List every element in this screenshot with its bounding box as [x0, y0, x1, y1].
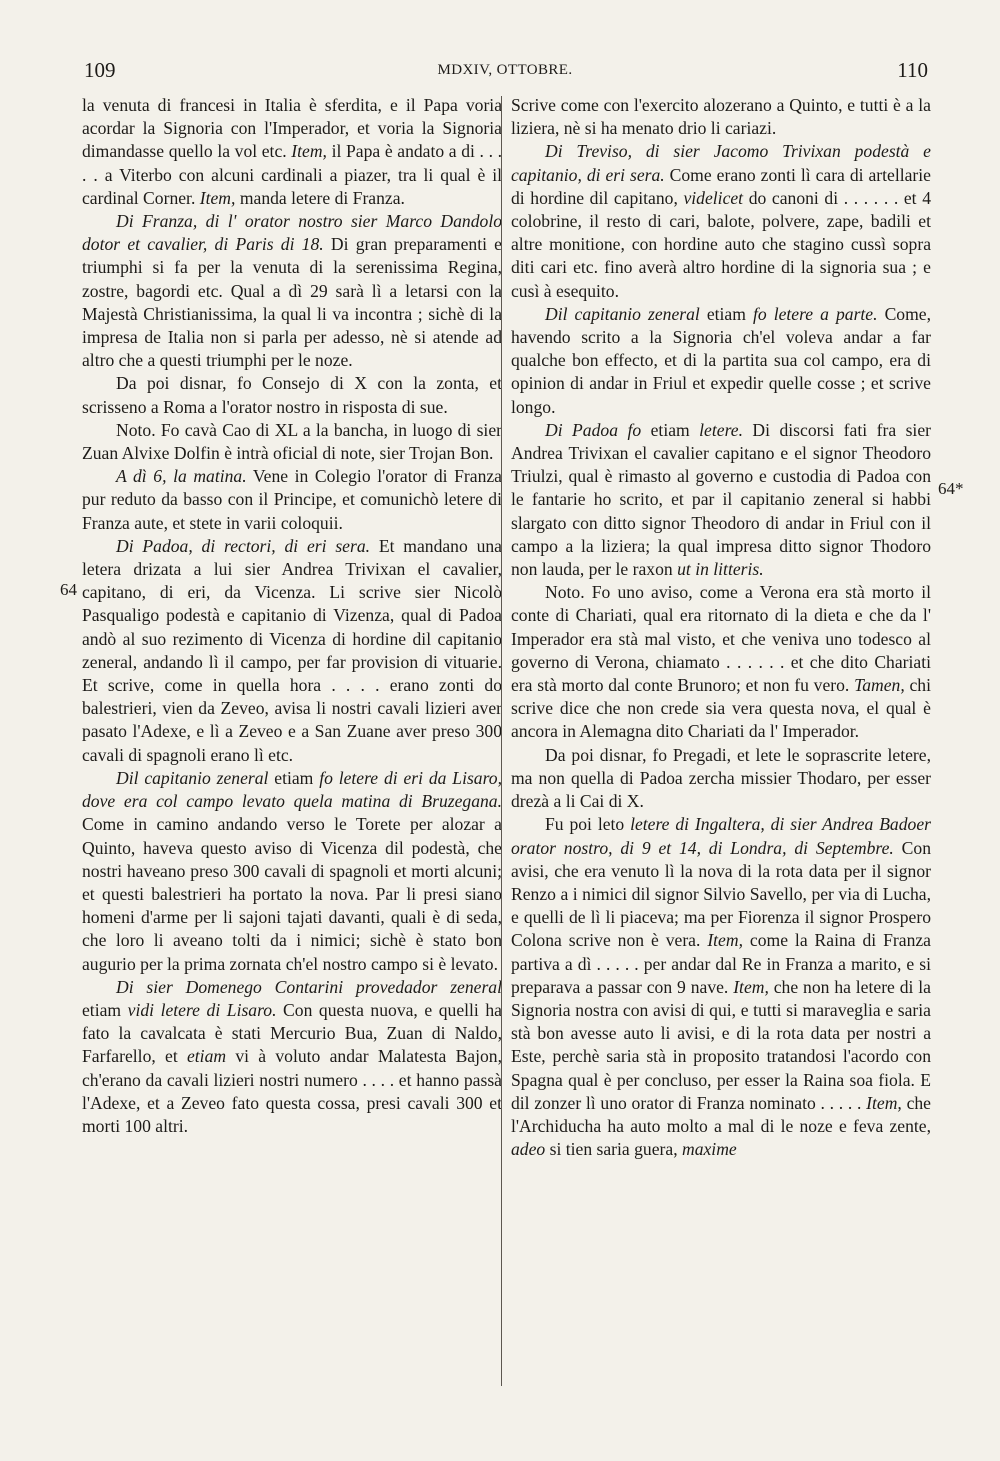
- text-run: Fu poi leto: [545, 814, 631, 835]
- italic-run: A dì 6, la matina.: [116, 466, 247, 487]
- margin-note-left: 64: [60, 580, 77, 599]
- italic-run: Item,: [291, 141, 327, 162]
- column-divider: [501, 96, 502, 1386]
- italic-run: maxime: [682, 1139, 737, 1160]
- text-run: manda letere di Franza.: [235, 187, 405, 208]
- left-column: [82, 94, 502, 1138]
- text-run: vi à voluto andar Malatesta Bajon, ch'erano da cavali lizieri nostri numero . . . . et hanno passà l'Adexe, et a Zeveo fato questa cossa, presi cavali 300 et morti 100 altri.: [82, 1046, 502, 1136]
- paragraph: [511, 303, 931, 419]
- paragraph: [511, 94, 931, 140]
- paragraph: [82, 372, 502, 418]
- text-run: Con avisi, che era venuto lì la nova di la rota data per il signor Renzo a i nimici dil signor Silvio Savello, per via di Lucha, e quelli de lì li piaceva; ma per Fiorenza il signor Prospero Colona scrive non è vera.: [511, 837, 931, 951]
- paragraph: [82, 210, 502, 372]
- italic-run: adeo: [511, 1139, 546, 1160]
- text-run: Di discorsi fati fra sier Andrea Trivixan el cavalier capitano e el signor Theodoro Triulzi, qual è rimasto al governo e custodia di Padoa con le fantarie ho scrito, et par il capitanio zeneral si habbi slargato con ditto signor Theodoro di andar in Friul con il campo a la liziera; la qual impresa ditto signor Thodoro non lauda, per le raxon: [511, 419, 931, 580]
- text-run: Di gran preparamenti e triumphi si fa per la venuta di la serenissima Regina, zostre, bagordi etc. Qual a dì 29 sarà lì a letarsi con la Majestà Christianissima, la qual li va incontra ; sichè di la impresa de Italia non si parla per adesso, nè si atende ad altro che a questi triumphi per le noze.: [82, 234, 502, 371]
- italic-run: Dil capitanio zeneral: [545, 303, 700, 324]
- italic-run: ut in litteris.: [677, 559, 764, 580]
- text-run: che l'Archiducha ha auto molto a mal di le noze e feva zente,: [511, 1092, 931, 1136]
- page-number-left: 109: [84, 58, 116, 82]
- italic-run: vidi letere di Lisaro.: [127, 999, 277, 1020]
- paragraph: [511, 140, 931, 302]
- paragraph: [511, 419, 931, 581]
- text-run: Con questa nuova, e quelli ha fato la cavalcata è stati Mercurio Bua, Zuan di Naldo, Farfarello, et: [82, 999, 502, 1067]
- text-run: Noto. Fo uno aviso, come a Verona era stà morto il conte di Chariati, qual era ritornato di la dieta e che da l' Imperador era stà mal visto, et che veniva uno todesco al governo di Verona, chiamato . . . . . . et che dito Chariati era stà morto dal conte Brunoro; et non fu vero.: [511, 582, 931, 696]
- paragraph: [511, 813, 931, 1161]
- italic-run: Dil capitanio zeneral: [116, 767, 269, 788]
- text-run: che non ha letere di la Signoria nostra con avisi di qui, e tutti si maraveglia e saria stà bon avesse auto li avisi, e di la rota data per nostri a Este, perchè saria stà in proposito tratandosi l'acordo con Spagna qual è per concluso, per esser la Raina soa fiola. E dil zonzer lì uno orator di Franza nominato . . . . .: [511, 976, 931, 1113]
- right-column: [511, 94, 931, 1161]
- paragraph: [82, 419, 502, 465]
- margin-note-right: 64*: [938, 479, 964, 498]
- text-run: do canoni di . . . . . . et 4 colobrine, il resto di cari, balote, polvere, zape, badili et altre monitione, con hordine auto che stagino cussì sopra diti cari etc. fino averà altro hordine di la signoria sua ; e cusì à esequito.: [511, 187, 931, 301]
- italic-run: Tamen,: [854, 675, 905, 696]
- text-run: Come, havendo scrito a la Signoria ch'el voleva andar a far qualche bon effecto, et di la partita sua col campo, era di opinion di andar in Friul et expedir quelle cosse ; et scrive longo.: [511, 303, 931, 417]
- italic-run: fo letere a parte.: [752, 303, 878, 324]
- paragraph: [511, 581, 931, 743]
- italic-run: fo letere di eri da Lisaro, dove era col campo levato quela matina di Bruzegana.: [82, 767, 502, 812]
- text-run: chi scrive dice che non crede sia vera questa nova, el qual è ancora in Alemagna dito Chariati da l' Imperador.: [511, 675, 931, 742]
- italic-run: Di Treviso, di sier Jacomo Trivixan podestà e capitanio, di eri sera.: [511, 141, 931, 185]
- text-run: la venuta di francesi in Italia è sferdita, e il Papa voria acordar la Signoria con l'Imperador, et voria la Signoria dimandasse quello la vol etc.: [82, 95, 502, 162]
- paragraph: [82, 976, 502, 1138]
- paragraph: [82, 535, 502, 767]
- page-number-right: 110: [897, 58, 928, 82]
- italic-run: Di Padoa, di rectori, di eri sera.: [116, 535, 371, 556]
- running-title: MDXIV, OTTOBRE.: [437, 62, 573, 78]
- italic-run: Di Padoa fo: [545, 419, 642, 440]
- italic-run: letere di Ingaltera, di sier Andrea Badoer orator nostro, di 9 et 14, di Londra, di Septembre.: [511, 814, 931, 858]
- italic-run: Di Franza, di l' orator nostro sier Marco Dandolo dotor et cavalier, di Paris di 18.: [82, 211, 502, 255]
- text-run: Scrive come con l'exercito alozerano a Quinto, e tutti è a la liziera, nè si ha menato drio li cariazi.: [511, 95, 931, 139]
- text-run: etiam: [699, 303, 753, 324]
- text-run: Vene in Colegio l'orator di Franza pur reduto da basso con il Principe, et comunichò letere di Franza aute, et stete in varii coloquii.: [82, 466, 502, 533]
- paragraph: [82, 94, 502, 210]
- italic-run: Di sier Domenego Contarini provedador zeneral: [116, 976, 502, 997]
- italic-run: etiam: [186, 1046, 227, 1067]
- italic-run: Item,: [866, 1092, 902, 1113]
- italic-run: letere.: [699, 419, 743, 440]
- text-run: Da poi disnar, fo Pregadi, et lete le soprascrite letere, ma non quella di Padoa zercha missier Thodaro, per esser drezà a li Cai di X.: [511, 744, 931, 812]
- text-run: si tien saria guera,: [545, 1139, 682, 1160]
- text-run: etiam: [641, 419, 700, 440]
- text-run: etiam: [82, 999, 128, 1020]
- paragraph: [511, 744, 931, 814]
- italic-run: Item,: [707, 930, 743, 951]
- page-header: [80, 58, 930, 88]
- text-run: Come in camino andando verso le Torete per alozar a Quinto, haveva questo aviso di Vicenza dil podestà, che nostri haveano preso 300 cavali di spagnoli et morti alcuni; et questi balestrieri ha portato la nova. Par li presi siano homeni d'arme per li sajoni tajati davanti, quali è di seda, che loro li aveano tolti da i nimici; sichè è stato bon augurio per la prima zornata ch'el nostro campo si è levato.: [82, 814, 502, 974]
- text-run: Et mandano una letera drizata a lui sier Andrea Trivixan el cavalier, capitano, di eri, da Vicenza. Li scrive sier Nicolò Pasqualigo podestà e capitanio di Vizenza, qual di Padoa andò al suo rezimento di Vicenza di hordine dil capitanio zeneral, andando lì il campo, per far provision di vituarie. Et scrive, come in quella hora . . . . erano zonti do balestrieri, vien da Zeveo, avisa li nostri cavali lizieri aver pasato l'Adexe, e lì a Zeveo e a San Zuane aver preso 300 cavali di spagnoli erano lì etc.: [82, 535, 502, 765]
- italic-run: videlicet: [683, 187, 744, 208]
- text-run: Da poi disnar, fo Consejo di X con la zonta, et scrisseno a Roma a l'orator nostro in risposta di sue.: [82, 373, 502, 417]
- paragraph: [82, 465, 502, 535]
- italic-run: Item,: [199, 187, 236, 208]
- text-run: il Papa è andato a di . . . . . a Viterbo con alcuni cardinali a piazer, tra li qual è il cardinal Corner.: [82, 141, 502, 208]
- italic-run: Item,: [733, 976, 769, 997]
- text-run: etiam: [268, 767, 320, 788]
- paragraph: [82, 767, 502, 976]
- text-run: Noto. Fo cavà Cao di XL a la bancha, in luogo di sier Zuan Alvixe Dolfin è intrà oficial di note, sier Trojan Bon.: [82, 419, 502, 464]
- text-run: Come erano zonti lì cara di artellarie di hordine dil capitano,: [511, 164, 931, 208]
- text-run: come la Raina di Franza partiva a dì . . . . . per andar dal Re in Franza a marito, e si preparava a passar con 9 nave.: [511, 930, 931, 997]
